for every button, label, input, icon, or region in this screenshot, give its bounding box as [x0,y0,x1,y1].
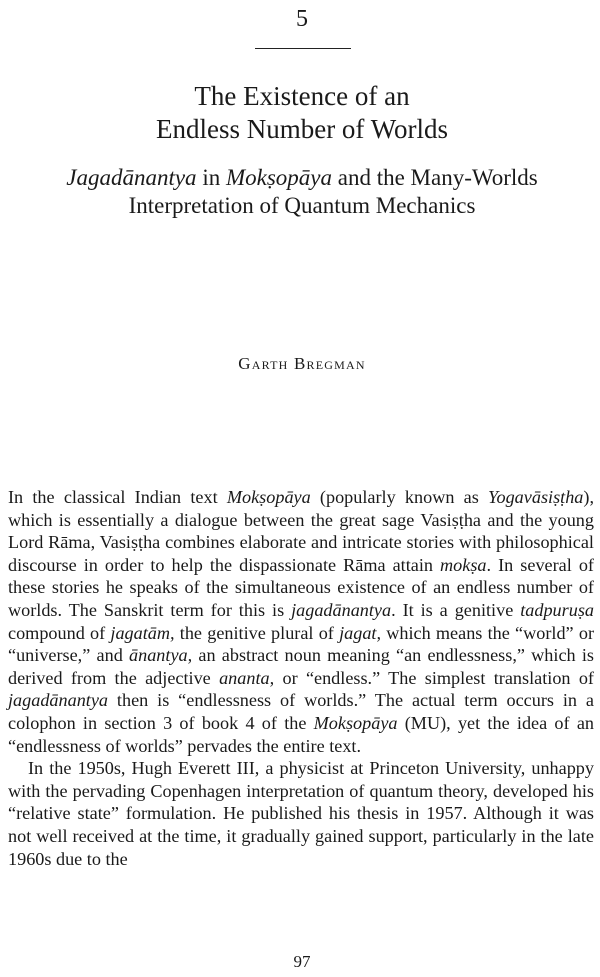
text-run: . In several of these stories he speaks of the simultaneous existence of an endless number of worlds. The Sanskrit term for this is [8,554,594,620]
author-name: Garth Bregman [238,354,366,373]
italic-term: jagat, [339,622,382,643]
text-run: compound of [8,622,111,643]
page-number: 97 [293,952,311,971]
subtitle-term-moksopaya: Mokṣopāya [225,165,332,190]
chapter-number: 5 [296,6,308,32]
chapter-title-line-1: The Existence of an [194,81,410,111]
italic-term: mokṣa [440,554,487,575]
text-run: (MU), yet the idea of an “endlessness of worlds” pervades the entire text. [8,712,594,756]
text-run: the genitive plural of [174,622,340,643]
text-run: an abstract noun meaning “an endlessness,” which is derived from the adjective [8,645,594,688]
italic-term: ānantya, [129,645,193,666]
chapter-subtitle-line-1 [0,164,600,192]
text-run: . It is a genitive [391,599,521,620]
chapter-divider-rule [255,48,351,49]
italic-term: tadpuruṣa [520,599,594,620]
text-run: then is “endlessness of worlds.” The actual term occurs in a colophon in section 3 of book 4 of the [8,690,594,733]
text-run: ), which is essentially a dialogue between the great sage Vasiṣṭha and the young Lord Rāma, Vasiṣṭha combines elaborate and intricate stories with philosophical discourse in order to help the dispassionate Rāma attain [8,487,594,575]
chapter-title [0,80,600,146]
italic-term: Mokṣopāya [313,712,398,733]
text-run: which means the “world” or “universe,” and [8,622,594,666]
paragraph-2: In the 1950s, Hugh Everett III, a physicist at Princeton University, unhappy with the pervading Copenhagen interpretation of quantum theory, developed his “relative state” formulation. He published his thesis in 1957. Although it was not well received at the time, it gradually gained support, particularly in the late 1960s due to the [8,758,594,869]
italic-term: Yogavāsiṣṭha [488,487,584,507]
paragraph-1 [8,486,594,757]
text-run: In the classical Indian text [8,487,227,507]
chapter-subtitle-line-2: Interpretation of Quantum Mechanics [128,193,476,218]
italic-term: jagatām, [110,622,175,643]
italic-term: ananta, [219,667,275,688]
subtitle-term-jagadanantya: Jagadānantya [66,165,197,190]
chapter-subtitle [0,164,600,220]
body-text [8,486,594,870]
text-run: or “endless.” The simplest translation of [274,667,594,688]
italic-term: jagadānantya [8,690,109,711]
text-run: (popularly known as [310,487,489,507]
italic-term: Mokṣopāya [226,487,311,507]
subtitle-text-in: in [196,165,226,190]
chapter-title-line-2: Endless Number of Worlds [155,114,449,144]
subtitle-text-many-worlds: and the Many-Worlds [331,165,538,190]
italic-term: jagadānantya [291,599,392,620]
